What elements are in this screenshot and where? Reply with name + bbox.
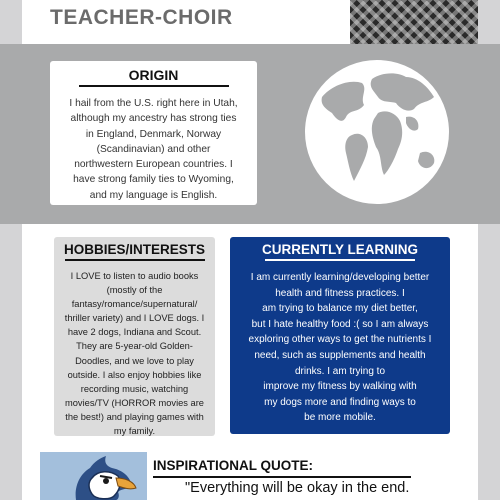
origin-underline bbox=[79, 85, 229, 87]
globe-icon bbox=[302, 57, 452, 207]
learning-line: improve my fitness by walking with bbox=[263, 381, 417, 393]
eagle-mascot-icon bbox=[66, 456, 138, 500]
origin-line: I hail from the U.S. right here in Utah, bbox=[69, 98, 238, 109]
hobbies-heading: HOBBIES/INTERESTS bbox=[63, 242, 206, 257]
origin-line: and my language is English. bbox=[89, 189, 218, 201]
learning-line: but I hate healthy food :( so I am always bbox=[251, 318, 429, 330]
quote-text: "Everything will be okay in the end. bbox=[185, 480, 410, 496]
learning-underline bbox=[265, 259, 415, 261]
quote-underline bbox=[153, 476, 411, 478]
quote-heading: INSPIRATIONAL QUOTE: bbox=[153, 458, 314, 473]
origin-line: in England, Denmark, Norway bbox=[85, 128, 222, 140]
hobbies-line: Doodles, and we love to play bbox=[75, 355, 194, 366]
learning-line: exploring other ways to get the nutrients I bbox=[248, 334, 432, 346]
origin-text bbox=[56, 96, 251, 203]
header bbox=[0, 0, 500, 44]
learning-line: drinks. I am trying to bbox=[294, 365, 386, 377]
hobbies-line: (mostly of the bbox=[106, 285, 163, 296]
origin-line: northwestern European countries. I bbox=[74, 159, 233, 171]
hobbies-line: my family. bbox=[113, 426, 156, 437]
hobbies-line: have 2 dogs, Indiana and Scout. bbox=[67, 327, 202, 338]
hobbies-text bbox=[58, 269, 211, 438]
origin-line: (Scandinavian) and other bbox=[96, 143, 211, 155]
origin-line: have strong family ties to Wyoming, bbox=[73, 174, 234, 186]
quote-card bbox=[147, 452, 460, 500]
profile-photo bbox=[350, 0, 478, 44]
hobbies-line: fantasy/romance/supernatural/ bbox=[71, 299, 198, 310]
hobbies-card bbox=[54, 237, 215, 436]
hobbies-line: movies/TV (HORROR movies are bbox=[65, 397, 204, 408]
page-title: TEACHER-CHOIR bbox=[50, 6, 233, 29]
learning-card bbox=[230, 237, 450, 434]
learning-line: am trying to balance my diet better, bbox=[262, 303, 418, 315]
hobbies-line: the best!) and playing games with bbox=[65, 411, 204, 422]
learning-line: need, such as supplements and health bbox=[254, 349, 426, 361]
learning-heading: CURRENTLY LEARNING bbox=[261, 242, 418, 257]
hobbies-line: thriller variety) and I LOVE dogs. I bbox=[64, 313, 205, 324]
hobbies-line: recording music, watching bbox=[80, 383, 189, 394]
learning-line: be more mobile. bbox=[304, 412, 376, 424]
hobbies-line: outside. I also enjoy hobbies like bbox=[67, 369, 202, 380]
origin-card bbox=[50, 61, 257, 205]
learning-text bbox=[234, 270, 446, 426]
hobbies-line: I LOVE to listen to audio books bbox=[70, 271, 199, 281]
hobbies-line: They are 5-year-old Golden- bbox=[76, 341, 193, 352]
origin-line: although my ancestry has strong ties bbox=[70, 113, 237, 125]
hobbies-underline bbox=[65, 259, 205, 261]
learning-line: health and fitness practices. I bbox=[275, 287, 405, 299]
learning-line: I am currently learning/developing better bbox=[250, 272, 430, 283]
learning-line: my dogs more and finding ways to bbox=[264, 396, 416, 408]
origin-heading: ORIGIN bbox=[128, 67, 179, 83]
